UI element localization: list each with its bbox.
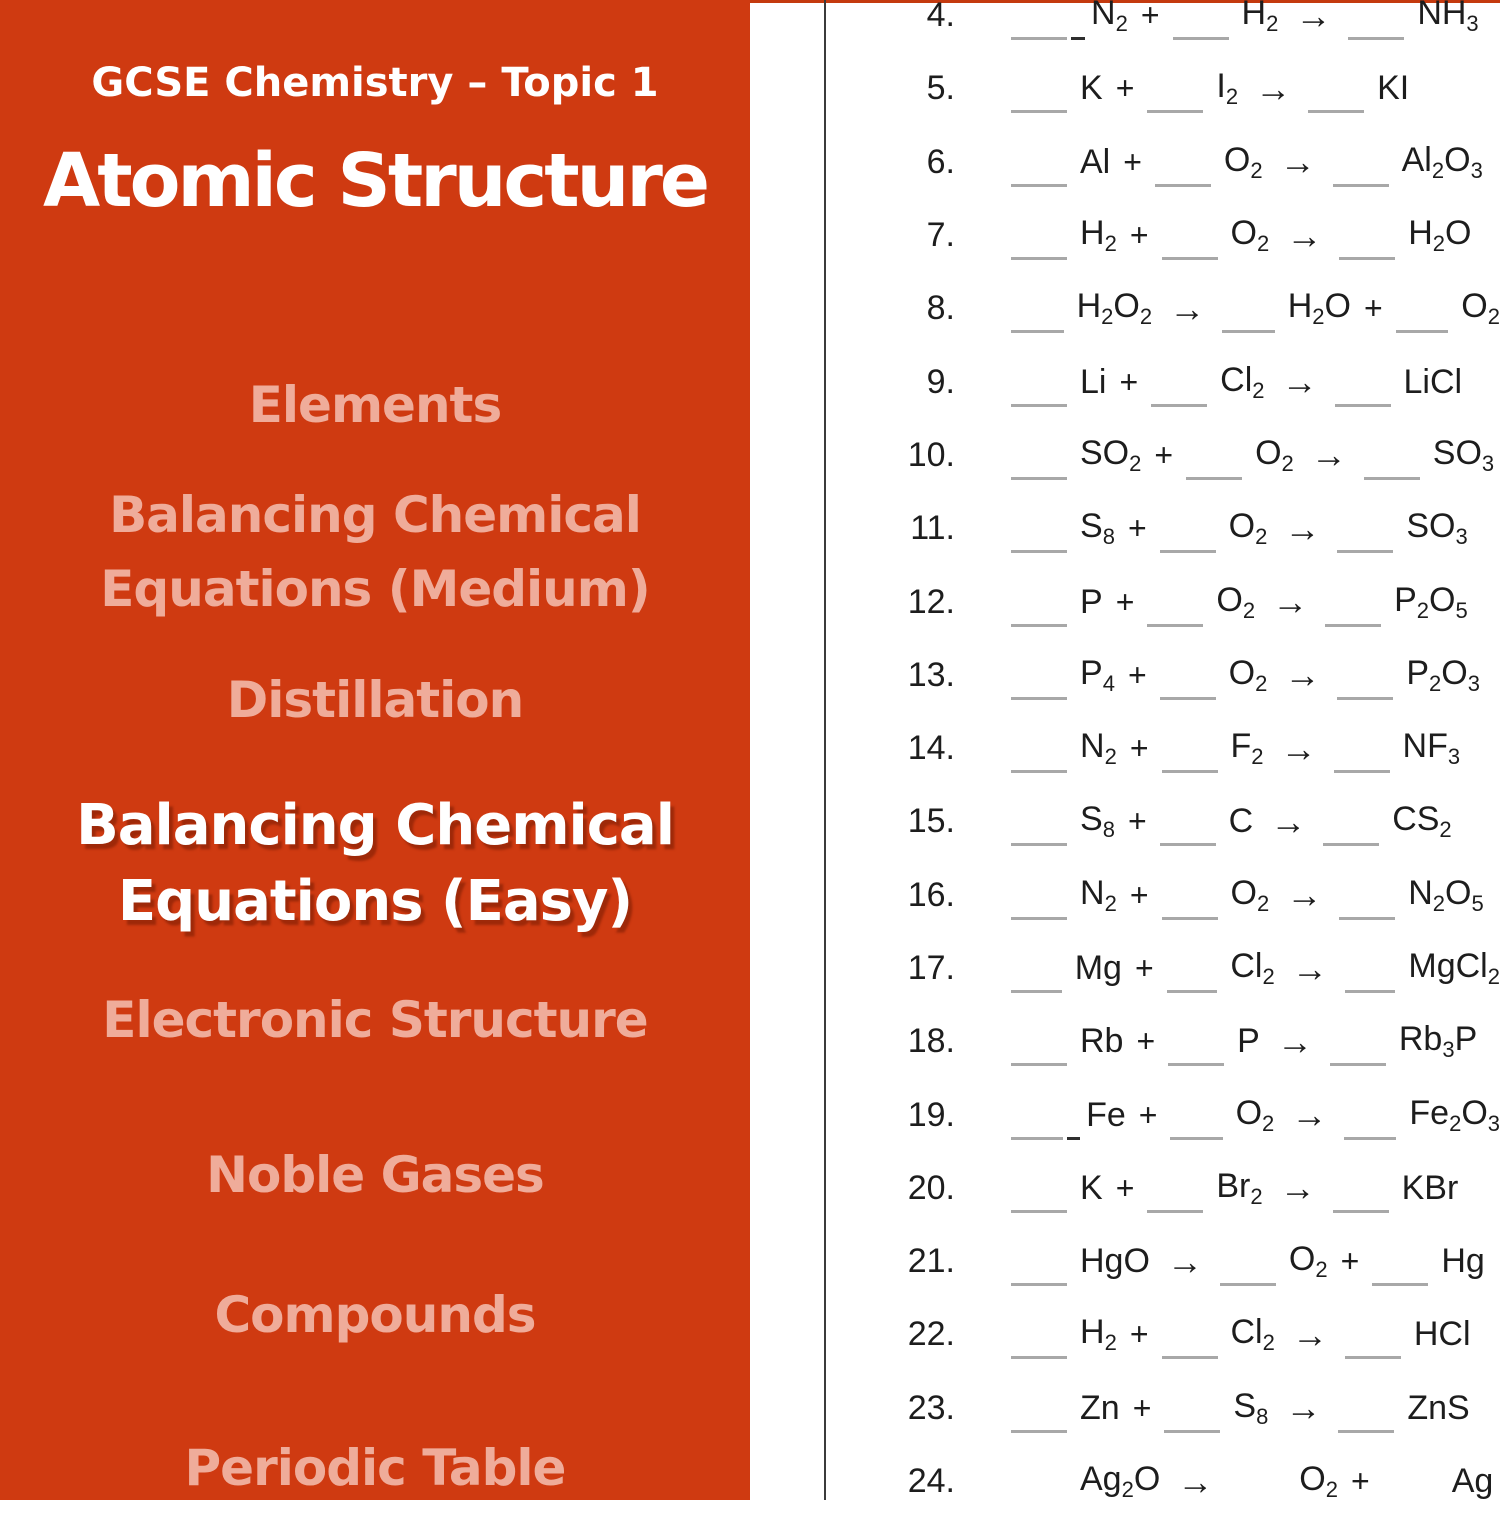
chemical-formula: $S_8$ <box>1080 800 1115 843</box>
plus-operator: + <box>1115 583 1135 620</box>
arrow-operator: → <box>1284 654 1321 696</box>
plus-operator: + <box>1127 656 1147 693</box>
blank-line <box>1339 887 1395 920</box>
chemical-formula: K <box>1080 1168 1103 1207</box>
chemical-formula: $I_2$ <box>1216 67 1239 110</box>
equation-row <box>750 492 1500 565</box>
blank-line <box>1167 960 1218 993</box>
blank-line <box>1147 1180 1203 1213</box>
blank-line <box>1345 960 1396 993</box>
chemical-formula: Li <box>1080 362 1107 401</box>
blank-line <box>1155 154 1211 187</box>
blank-line <box>1222 300 1275 333</box>
chemical-formula: $N_2$ <box>1080 727 1117 770</box>
plus-operator: + <box>1364 290 1383 327</box>
chemical-formula: $Fe_2O_3$ <box>1409 1093 1500 1136</box>
blank-line <box>1160 813 1216 846</box>
chemical-formula: $S_8$ <box>1080 507 1115 550</box>
blank-line <box>1396 300 1449 333</box>
blank-line <box>1383 1473 1439 1506</box>
chemical-formula: $O_2$ <box>1230 214 1270 257</box>
blank-line <box>1308 80 1364 113</box>
chemical-formula: $H_2$ <box>1080 214 1117 257</box>
arrow-operator: → <box>1286 214 1323 256</box>
chemical-formula: $Rb_3P$ <box>1398 1020 1478 1063</box>
blank-line <box>1011 447 1067 480</box>
blank-line <box>1151 374 1207 407</box>
blank-line <box>1011 154 1067 187</box>
chemical-formula: P <box>1237 1022 1260 1061</box>
plus-operator: + <box>1154 436 1174 473</box>
blank-line <box>1220 1253 1276 1286</box>
blank-line-dark-tail <box>1071 7 1085 40</box>
blank-line <box>1011 7 1067 40</box>
chemical-formula: $O_2$ <box>1230 873 1270 916</box>
plus-operator: + <box>1127 803 1147 840</box>
chemical-formula: Hg <box>1441 1242 1485 1281</box>
equation-number: 8. <box>926 289 955 328</box>
chemical-formula: Ag <box>1451 1462 1494 1501</box>
equation-number: 9. <box>926 362 955 401</box>
equation-row <box>750 639 1500 712</box>
equation-row <box>750 785 1500 858</box>
chemical-formula: $H_2$ <box>1241 0 1279 37</box>
blank-line <box>1337 520 1393 553</box>
chemical-formula: HCl <box>1413 1315 1471 1354</box>
chemical-formula: $Al_2O_3$ <box>1401 140 1483 183</box>
blank-line <box>1011 80 1067 113</box>
blank-line <box>1162 887 1218 920</box>
sidebar <box>0 0 750 1500</box>
blank-line <box>1011 1253 1067 1286</box>
blank-line <box>1147 594 1203 627</box>
blank-line <box>1162 1326 1218 1359</box>
blank-line <box>1162 227 1218 260</box>
equation-number: 11. <box>910 509 955 548</box>
blank-line <box>1160 520 1216 553</box>
blank-line <box>1011 520 1067 553</box>
chemical-formula: MgCl$_2$ <box>1408 947 1500 989</box>
chemical-formula: $O_2$ <box>1461 287 1500 330</box>
arrow-operator: → <box>1166 1240 1203 1282</box>
chemical-formula: $Cl_2$ <box>1230 1313 1275 1356</box>
sidebar-item[interactable]: Periodic Table <box>184 1439 566 1497</box>
arrow-operator: → <box>1276 1020 1313 1062</box>
chemical-formula: $CS_2$ <box>1392 800 1452 843</box>
chemical-formula: $N_2$ <box>1080 873 1117 916</box>
plus-operator: + <box>1132 1389 1152 1426</box>
chemical-formula: $H_2O_2$ <box>1076 287 1153 330</box>
equation-row <box>750 1225 1500 1298</box>
blank-line <box>1147 80 1203 113</box>
chemical-formula: $P_2O_5$ <box>1394 580 1468 623</box>
blank-line <box>1160 667 1216 700</box>
chemical-formula: P <box>1080 582 1103 621</box>
blank-line <box>1330 1033 1386 1066</box>
blank-line <box>1186 447 1242 480</box>
blank-line <box>1011 1180 1067 1213</box>
plus-operator: + <box>1351 1463 1370 1500</box>
blank-line <box>1230 1473 1286 1506</box>
equation-row <box>750 712 1500 785</box>
chemical-formula: $Br_2$ <box>1216 1166 1263 1209</box>
chemical-formula: $H_2$ <box>1080 1313 1117 1356</box>
chemical-formula: Zn <box>1080 1388 1120 1427</box>
blank-line <box>1334 740 1390 773</box>
equation-row <box>750 1445 1500 1518</box>
blank-line <box>1011 667 1067 700</box>
blank-line <box>1011 227 1067 260</box>
arrow-operator: → <box>1291 1094 1328 1136</box>
chemical-formula: $O_2$ <box>1223 140 1263 183</box>
equation-number: 21. <box>907 1242 955 1281</box>
chemical-formula: $O_2$ <box>1255 433 1294 476</box>
chemical-formula: $O_2$ <box>1299 1460 1338 1503</box>
sidebar-item-active[interactable]: Balancing Chemical Equations (Easy) <box>76 793 674 934</box>
chemical-formula: $P_2O_3$ <box>1406 653 1480 696</box>
equation-number: 7. <box>926 216 955 255</box>
equation-row <box>750 419 1500 492</box>
chemical-formula: $H_2O$ <box>1408 214 1472 257</box>
sidebar-item[interactable]: Balancing Chemical Equations (Medium) <box>100 486 650 618</box>
equation-row <box>750 1152 1500 1225</box>
blank-line <box>1011 1107 1063 1140</box>
plus-operator: + <box>1129 730 1149 767</box>
page-title: Atomic Structure <box>42 138 708 224</box>
equation-row <box>750 199 1500 272</box>
equation-row <box>750 345 1500 418</box>
chemical-formula: $Ag_2O$ <box>1080 1460 1161 1503</box>
equation-number: 12. <box>907 582 955 621</box>
blank-line <box>1173 7 1229 40</box>
equation-row <box>750 932 1500 1005</box>
chemical-formula: Mg <box>1074 949 1122 987</box>
equation-row <box>750 859 1500 932</box>
chemical-formula: HgO <box>1080 1242 1150 1281</box>
blank-line <box>1011 594 1067 627</box>
equation-row <box>750 1005 1500 1078</box>
sidebar-item[interactable]: Compounds <box>214 1286 536 1344</box>
equation-number: 4. <box>926 0 955 35</box>
plus-operator: + <box>1129 217 1149 254</box>
topic-label: GCSE Chemistry – Topic 1 <box>91 60 659 106</box>
chemical-formula: $O_2$ <box>1228 507 1268 550</box>
chemical-formula: K <box>1080 69 1103 108</box>
chemical-formula: KI <box>1377 69 1410 108</box>
chemical-formula: $NF_3$ <box>1402 727 1461 770</box>
arrow-operator: → <box>1272 581 1309 623</box>
worksheet <box>750 0 1500 1503</box>
blank-line <box>1348 7 1404 40</box>
blank-line <box>1323 813 1379 846</box>
blank-line <box>1164 1400 1220 1433</box>
chemical-formula: $H_2O$ <box>1287 287 1351 330</box>
arrow-operator: → <box>1281 361 1318 403</box>
equation-number: 20. <box>907 1168 955 1207</box>
arrow-operator: → <box>1291 1313 1328 1355</box>
blank-line <box>1372 1253 1428 1286</box>
blank-line <box>1337 667 1393 700</box>
chemical-formula: Al <box>1080 142 1111 181</box>
equation-row <box>750 272 1500 345</box>
chemical-formula: $F_2$ <box>1230 727 1264 770</box>
blank-line <box>1333 154 1389 187</box>
chemical-formula: $Cl_2$ <box>1220 360 1265 403</box>
equation-number: 24. <box>907 1462 955 1501</box>
blank-line <box>1011 813 1067 846</box>
equation-number: 23. <box>907 1388 955 1427</box>
plus-operator: + <box>1129 876 1149 913</box>
chemical-formula: $O_2$ <box>1216 580 1256 623</box>
equation-number: 17. <box>907 949 955 987</box>
chemical-formula: LiCl <box>1403 362 1463 401</box>
plus-operator: + <box>1123 143 1142 180</box>
equation-list <box>750 0 1500 1518</box>
blank-line <box>1364 447 1420 480</box>
equation-row <box>750 1078 1500 1151</box>
arrow-operator: → <box>1169 287 1206 329</box>
blank-line <box>1011 740 1067 773</box>
sidebar-item[interactable]: Distillation <box>226 671 524 729</box>
equation-number: 5. <box>926 69 955 108</box>
chemical-formula: $N_2$ <box>1091 0 1128 37</box>
equation-row <box>750 0 1500 52</box>
equation-number: 18. <box>907 1022 955 1061</box>
chemical-formula: Rb <box>1080 1022 1124 1061</box>
blank-line <box>1011 374 1067 407</box>
plus-operator: + <box>1134 950 1154 986</box>
chemical-formula: $SO_3$ <box>1432 433 1495 476</box>
equation-number: 16. <box>907 875 955 914</box>
equation-row <box>750 52 1500 125</box>
arrow-operator: → <box>1284 507 1321 549</box>
sidebar-item[interactable]: Noble Gases <box>206 1146 544 1204</box>
chemical-formula: $N_2O_5$ <box>1408 873 1484 916</box>
chemical-formula: $S_8$ <box>1233 1386 1269 1429</box>
chemical-formula: $NH_3$ <box>1417 0 1479 37</box>
equation-number: 14. <box>907 729 955 768</box>
equation-number: 15. <box>907 802 955 841</box>
arrow-operator: → <box>1310 434 1347 476</box>
blank-line <box>1011 887 1067 920</box>
chemical-formula: KBr <box>1401 1168 1459 1207</box>
plus-operator: + <box>1140 0 1160 34</box>
plus-operator: + <box>1115 70 1135 107</box>
chemical-formula: $O_2$ <box>1288 1240 1328 1283</box>
equation-number: 22. <box>907 1315 955 1354</box>
blank-line <box>1345 1326 1401 1359</box>
blank-line <box>1011 1326 1067 1359</box>
blank-line <box>1011 300 1064 333</box>
chemical-formula: $SO_3$ <box>1406 507 1468 550</box>
blank-line <box>1011 1033 1067 1066</box>
blank-line <box>1339 227 1395 260</box>
chemical-formula: $O_2$ <box>1235 1093 1275 1136</box>
blank-line <box>1011 960 1062 993</box>
blank-line <box>1170 1107 1222 1140</box>
plus-operator: + <box>1136 1023 1156 1060</box>
arrow-operator: → <box>1279 1167 1316 1209</box>
plus-operator: + <box>1340 1243 1360 1280</box>
blank-line <box>1162 740 1218 773</box>
equation-row <box>750 1298 1500 1371</box>
arrow-operator: → <box>1279 141 1316 183</box>
arrow-operator: → <box>1177 1460 1214 1502</box>
arrow-operator: → <box>1291 947 1328 989</box>
equation-row <box>750 565 1500 638</box>
equation-number: 13. <box>907 655 955 694</box>
equation-number: 10. <box>907 435 955 474</box>
chemical-formula: Fe <box>1086 1095 1126 1134</box>
plus-operator: + <box>1115 1169 1135 1206</box>
plus-operator: + <box>1119 363 1139 400</box>
arrow-operator: → <box>1286 874 1323 916</box>
arrow-operator: → <box>1295 0 1332 36</box>
chemical-formula: $Cl_2$ <box>1230 947 1275 989</box>
sidebar-item[interactable]: Electronic Structure <box>102 991 648 1049</box>
equation-row <box>750 1372 1500 1445</box>
chemical-formula: $O_2$ <box>1228 653 1268 696</box>
equation-row <box>750 126 1500 199</box>
blank-line <box>1338 1400 1394 1433</box>
blank-line <box>1168 1033 1224 1066</box>
chemical-formula: C <box>1228 802 1254 841</box>
chemical-formula: $SO_2$ <box>1080 433 1142 476</box>
arrow-operator: → <box>1270 800 1307 842</box>
blank-line <box>1011 1400 1067 1433</box>
arrow-operator: → <box>1280 727 1317 769</box>
arrow-operator: → <box>1255 67 1292 109</box>
sidebar-menu <box>0 0 750 1500</box>
arrow-operator: → <box>1285 1387 1322 1429</box>
plus-operator: + <box>1129 1316 1149 1353</box>
blank-line <box>1325 594 1381 627</box>
equation-number: 6. <box>926 142 955 181</box>
chemical-formula: ZnS <box>1407 1388 1470 1427</box>
plus-operator: + <box>1138 1096 1158 1133</box>
blank-line <box>1333 1180 1389 1213</box>
blank-line <box>1011 1473 1067 1506</box>
plus-operator: + <box>1127 510 1147 547</box>
blank-line-dark-tail <box>1067 1107 1080 1140</box>
sidebar-item[interactable]: Elements <box>248 376 502 434</box>
equation-number: 19. <box>907 1095 955 1134</box>
blank-line <box>1335 374 1391 407</box>
chemical-formula: $P_4$ <box>1080 653 1115 696</box>
blank-line <box>1344 1107 1396 1140</box>
